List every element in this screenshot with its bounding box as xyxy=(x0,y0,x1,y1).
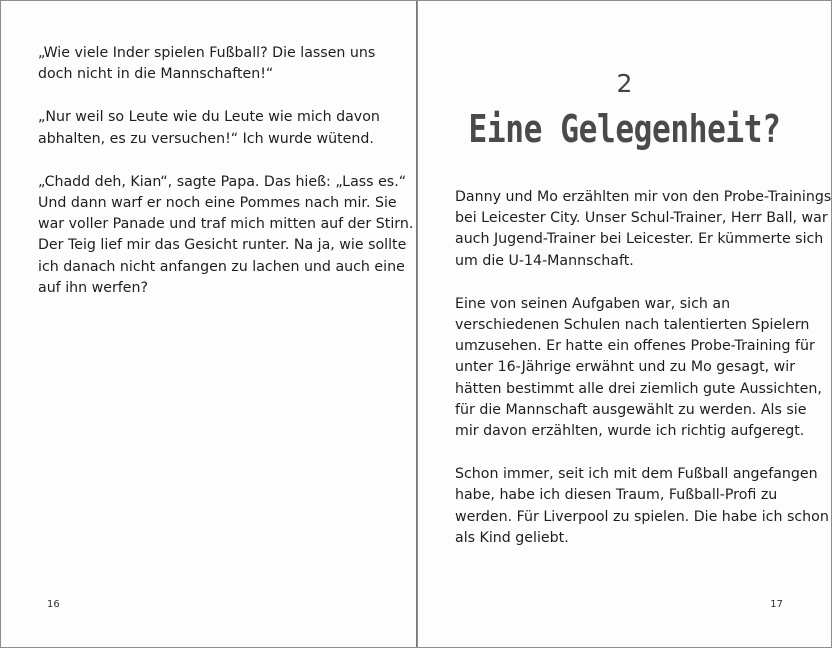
text-line: „Wie viele Inder spielen Fußball? Die lassen uns xyxy=(38,45,376,61)
text-line: Und dann warf er noch eine Pommes nach mir. Sie xyxy=(38,195,397,212)
text-line: auch Jugend-Trainer bei Leicester. Er kümmerte sich xyxy=(455,231,824,248)
text-line: bei Leicester City. Unser Schul-Trainer, Herr Ball, war xyxy=(455,210,828,227)
text-line: umzusehen. Er hatte ein offenes Probe-Training für xyxy=(455,338,815,355)
paragraph xyxy=(38,43,387,85)
chapter-title: Eine Gelegenheit? xyxy=(468,107,781,151)
right-page xyxy=(418,1,831,647)
text-line: mir davon erzählten, wurde ich richtig aufgeregt. xyxy=(455,423,805,440)
text-line: doch nicht in die Mannschaften!“ xyxy=(38,66,274,83)
paragraph xyxy=(38,107,387,149)
text-line: verschiedenen Schulen nach talentierten Spielern xyxy=(455,317,810,334)
page-number: 16 xyxy=(47,599,60,610)
text-line: Der Teig lief mir das Gesicht runter. Na ja, wie sollte xyxy=(38,237,407,254)
paragraph xyxy=(455,294,822,442)
text-line: werden. Für Liverpool zu spielen. Die habe ich schon xyxy=(455,508,829,525)
left-page-text xyxy=(38,43,414,299)
paragraph xyxy=(38,172,414,299)
text-line: Eine von seinen Aufgaben war, sich an xyxy=(455,295,731,312)
text-line: Danny und Mo erzählten mir von den Probe-Trainings xyxy=(455,189,832,205)
paragraph xyxy=(455,187,832,272)
right-page-text xyxy=(455,187,832,571)
left-page xyxy=(1,1,417,647)
chapter-number: 2 xyxy=(616,69,633,98)
text-line: hätten bestimmt alle drei ziemlich gute Aussichten, xyxy=(455,380,822,397)
text-line: abhalten, es zu versuchen!“ Ich wurde wütend. xyxy=(38,130,374,147)
text-line: als Kind geliebt. xyxy=(455,529,569,546)
text-line: ich danach nicht anfangen zu lachen und auch eine xyxy=(38,258,405,275)
paragraph xyxy=(455,464,829,549)
text-line: war voller Panade und traf mich mitten auf der Stirn. xyxy=(38,216,414,233)
text-line: „Nur weil so Leute wie du Leute wie mich davon xyxy=(38,109,380,126)
text-line: habe, habe ich diesen Traum, Fußball-Profi zu xyxy=(455,487,778,504)
text-line: um die U-14-Mannschaft. xyxy=(455,252,634,269)
text-line: für die Mannschaft ausgewählt zu werden. Als sie xyxy=(455,401,807,418)
text-line: auf ihn werfen? xyxy=(38,279,149,296)
text-line: „Chadd deh, Kian“, sagte Papa. Das hieß: „Lass es.“ xyxy=(38,173,407,190)
text-line: unter 16-Jährige erwähnt und zu Mo gesagt, wir xyxy=(455,359,796,376)
page-number: 17 xyxy=(770,599,783,610)
text-line: Schon immer, seit ich mit dem Fußball angefangen xyxy=(455,466,818,483)
